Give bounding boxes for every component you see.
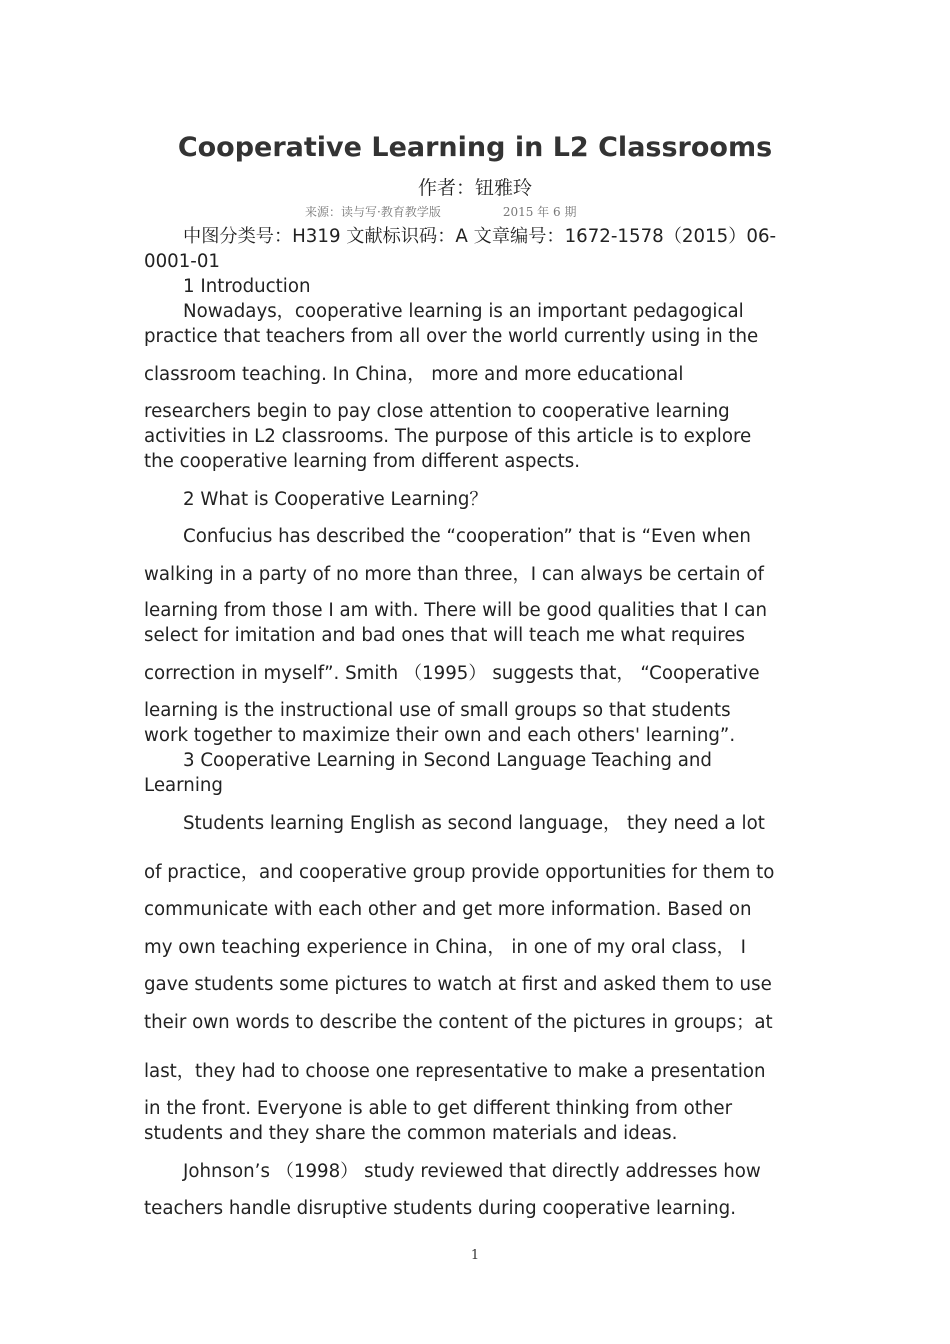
paragraph-line: walking in a party of no more than three，I can always be certain of xyxy=(144,564,764,585)
paragraph-line: researchers begin to pay close attention to cooperative learning xyxy=(144,401,730,422)
paragraph-line: Johnson’s （1998） study reviewed that directly addresses how xyxy=(183,1161,761,1182)
paragraph-line: my own teaching experience in China， in one of my oral class， I xyxy=(144,937,746,958)
paragraph-line: learning from those I am with. There will be good qualities that I can xyxy=(144,600,768,621)
author-line: 作者：钮雅玲 xyxy=(417,177,532,199)
paragraph-line: classroom teaching. In China， more and more educational xyxy=(144,364,684,385)
source-issue: 2015 年 6 期 xyxy=(502,205,577,219)
paragraph-line: teachers handle disruptive students during cooperative learning. xyxy=(144,1198,736,1219)
paragraph-line: Students learning English as second language， they need a lot xyxy=(183,813,765,834)
paragraph-line: Confucius has described the “cooperation” that is “Even when xyxy=(183,526,751,547)
classification-line-cont: 0001-01 xyxy=(144,251,220,272)
paragraph-line: gave students some pictures to watch at first and asked them to use xyxy=(144,974,772,995)
section-heading-introduction: 1 Introduction xyxy=(183,276,311,297)
paragraph-line: of practice，and cooperative group provide opportunities for them to xyxy=(144,862,775,883)
source-journal: 来源：读与写·教育教学版 xyxy=(305,205,441,219)
paragraph-line: work together to maximize their own and each others' learning”. xyxy=(144,725,736,746)
source-line xyxy=(305,203,576,220)
section-heading-what-is: 2 What is Cooperative Learning？ xyxy=(183,489,488,510)
section-heading-l2: 3 Cooperative Learning in Second Language Teaching and xyxy=(183,750,712,771)
classification-line: 中图分类号：H319 文献标识码：A 文章编号：1672-1578（2015）06- xyxy=(183,226,777,247)
section-heading-l2-cont: Learning xyxy=(144,775,223,796)
page-number: 1 xyxy=(470,1248,480,1263)
paragraph-line: students and they share the common materials and ideas. xyxy=(144,1123,678,1144)
article-title: Cooperative Learning in L2 Classrooms xyxy=(177,132,773,163)
paragraph-line: Nowadays，cooperative learning is an important pedagogical xyxy=(183,301,744,322)
paragraph-line: last，they had to choose one representative to make a presentation xyxy=(144,1061,766,1082)
paragraph-line: activities in L2 classrooms. The purpose of this article is to explore xyxy=(144,426,752,447)
paragraph-line: communicate with each other and get more information. Based on xyxy=(144,899,752,920)
paragraph-line: in the front. Everyone is able to get different thinking from other xyxy=(144,1098,733,1119)
paragraph-line: learning is the instructional use of small groups so that students xyxy=(144,700,731,721)
paragraph-line: practice that teachers from all over the world currently using in the xyxy=(144,326,759,347)
paragraph-line: select for imitation and bad ones that will teach me what requires xyxy=(144,625,746,646)
paragraph-line: the cooperative learning from different aspects. xyxy=(144,451,581,472)
paragraph-line: correction in myself”. Smith （1995） suggests that， “Cooperative xyxy=(144,663,760,684)
paragraph-line: their own words to describe the content of the pictures in groups；at xyxy=(144,1012,773,1033)
